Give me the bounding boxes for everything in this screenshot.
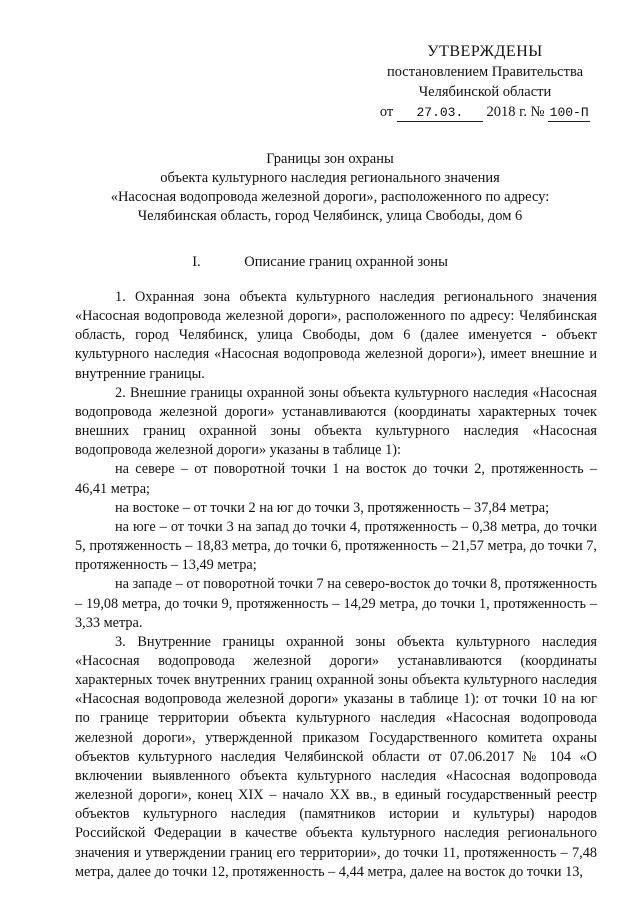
approval-line-2: Челябинской области: [418, 84, 552, 100]
section-number: I.: [192, 254, 201, 270]
title-line-4: Челябинская область, город Челябинск, улица Свободы, дом 6: [137, 208, 523, 224]
section-title: Описание границ охранной зоны: [244, 254, 448, 270]
approval-date-line: [370, 102, 600, 122]
approval-title: УТВЕРЖДЕНЫ: [427, 43, 543, 60]
year-number-label: 2018 г. №: [486, 104, 545, 120]
approval-block: [370, 42, 600, 122]
document-body: [75, 288, 597, 882]
title-line-1: Границы зон охраны: [266, 151, 394, 167]
paragraph-south: на юге – от точки 3 на запад до точки 4, протяженность – 0,38 метра, до точки 5, протяженность – 18,83 метра, до точки 6, протяженность – 21,57 метра, до точки 7, протяженность – 13,49 метра;: [75, 518, 597, 574]
date-prefix: от: [379, 104, 394, 120]
number-field: 100-П: [549, 105, 589, 120]
title-line-3: «Насосная водопровода железной дороги», расположенного по адресу:: [110, 189, 550, 205]
paragraph-1: 1. Охранная зона объекта культурного наследия регионального значения «Насосная водопровода железной дороги», расположенного по адресу: Челябинская область, город Челябинск, улица Свободы, дом 6 (далее именуется - объект культурного наследия «Насосная водопровода железной дороги»), имеет внешние и внутренние границы.: [75, 289, 597, 382]
paragraph-north: на севере – от поворотной точки 1 на восток до точки 2, протяженность – 46,41 метра;: [75, 461, 597, 497]
title-line-2: объекта культурного наследия регионального значения: [160, 170, 500, 186]
paragraph-3: 3. Внутренние границы охранной зоны объекта культурного наследия «Насосная водопровода железной дороги» устанавливаются (координаты характерных точек внутренних границ охранной зоны объекта культурного наследия «Насосная водопровода железной дороги» указаны в таблице 1): от точки 10 на юг по границе территории объекта культурного наследия «Насосная водопровода железной дороги», утвержденной приказом Государственного комитета охраны объектов культурного наследия Челябинской области от 07.06.2017 № 104 «О включении выявленного объекта культурного наследия «Насосная водопровода железной дороги», конец XIX – начало XX вв., в единый государственный реестр объектов культурного наследия (памятников истории и культуры) народов Российской Федерации в качестве объекта культурного наследия регионального значения и утверждении границ его территории», до точки 11, протяженность – 7,48 метра, далее до точки 12, протяженность – 4,44 метра, далее на восток до точки 13,: [75, 633, 597, 880]
date-field: 27.03.: [397, 105, 483, 122]
approval-line-1: постановлением Правительства: [386, 64, 584, 80]
paragraph-west: на западе – от поворотной точки 7 на северо-восток до точки 8, протяженность – 19,08 метра, до точки 9, протяженность – 14,29 метра, до точки 1, протяженность – 3,33 метра.: [75, 576, 597, 631]
document-title: [80, 150, 580, 226]
paragraph-east: на востоке – от точки 2 на юг до точки 3, протяженность – 37,84 метра;: [115, 499, 550, 516]
paragraph-2: 2. Внешние границы охранной зоны объекта культурного наследия «Насосная водопровода железной дороги» устанавливаются (координаты характерных точек внешних границ охранной зоны объекта культурного наследия «Насосная водопровода железной дороги» указаны в таблице 1):: [75, 384, 597, 459]
section-heading: [0, 253, 640, 272]
